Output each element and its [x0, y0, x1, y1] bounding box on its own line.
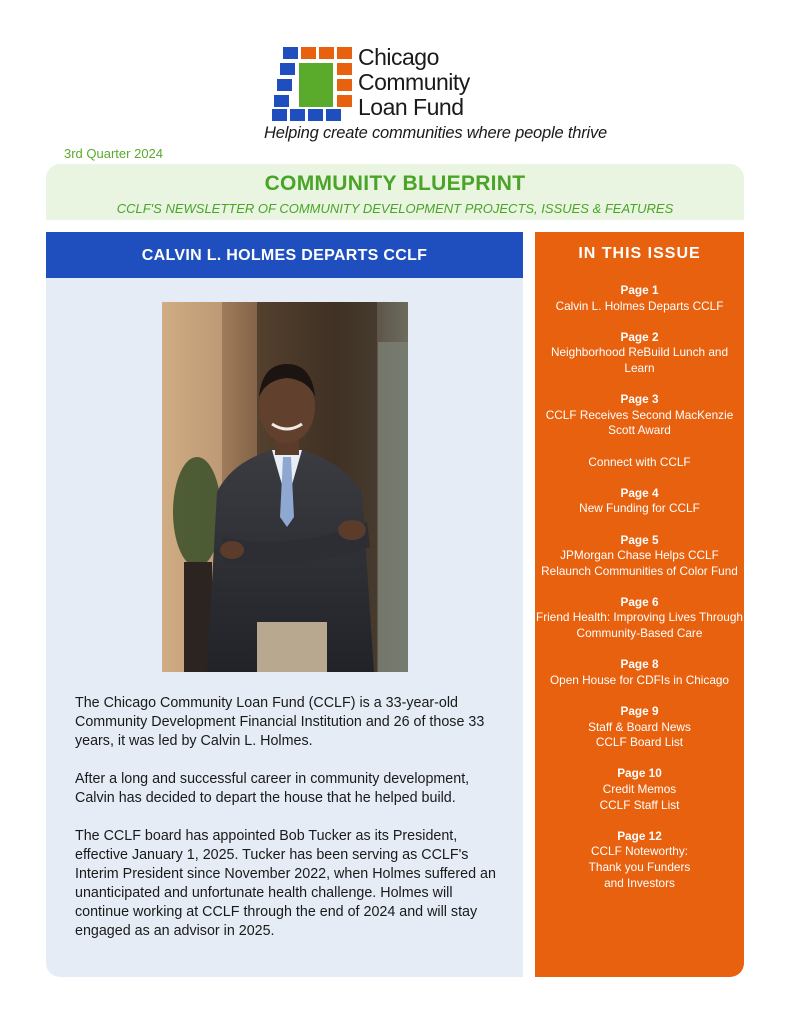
sidebar-item-title: Neighborhood ReBuild Lunch and Learn: [550, 345, 729, 375]
article-panel: [46, 232, 523, 977]
article-paragraph: The Chicago Community Loan Fund (CCLF) is a 33-year-old Community Development Financial Institution and 26 of those 33 years, it was led by Calvin L. Holmes.: [75, 695, 485, 749]
sidebar-item-title: Open House for CDFIs in Chicago: [550, 672, 729, 687]
sidebar-item-title: Staff & Board News: [588, 719, 691, 734]
sidebar-item-page: Page 12: [617, 828, 662, 843]
sidebar-item-page: Page 8: [620, 657, 659, 672]
sidebar-item-title: Friend Health: Improving Lives Through Community-Based Care: [536, 610, 743, 641]
sidebar-item-title: New Funding for CCLF: [579, 501, 700, 516]
sidebar-item-title: and Investors: [604, 875, 675, 890]
sidebar-item-page: Page 10: [617, 766, 662, 781]
newsletter-title: COMMUNITY BLUEPRINT: [264, 172, 526, 195]
sidebar-item-page: Page 4: [620, 485, 659, 500]
newsletter-banner: [46, 164, 744, 220]
sidebar-item-title: CCLF Noteworthy:: [590, 844, 689, 859]
sidebar-item[interactable]: [535, 283, 744, 314]
article-photo: [162, 302, 408, 672]
logo-grid-icon: [272, 45, 358, 121]
sidebar-item[interactable]: [535, 330, 744, 377]
logo-line-2: Community: [358, 69, 470, 95]
sidebar-title: IN THIS ISSUE: [578, 245, 701, 262]
logo-line-3: Loan Fund: [358, 94, 464, 120]
sidebar-item[interactable]: [535, 595, 744, 642]
sidebar-item-page: Page 9: [620, 704, 659, 719]
sidebar-item[interactable]: [535, 829, 744, 891]
tagline: Helping create communities where people thrive: [264, 124, 607, 142]
sidebar-item-title: Thank you Funders: [588, 859, 691, 874]
sidebar-item-title: Connect with CCLF: [588, 454, 691, 469]
article-body: [75, 694, 505, 960]
article-paragraph: After a long and successful career in community development, Calvin has decided to depart the house that he helped build.: [75, 771, 470, 806]
sidebar-item[interactable]: [535, 704, 744, 751]
newsletter-subtitle: CCLF'S NEWSLETTER OF COMMUNITY DEVELOPMENT PROJECTS, ISSUES & FEATURES: [116, 201, 674, 216]
sidebar-item[interactable]: [535, 455, 744, 471]
issue-date: 3rd Quarter 2024: [64, 146, 164, 161]
sidebar-item[interactable]: [535, 533, 744, 580]
sidebar-item[interactable]: [535, 766, 744, 813]
sidebar-item[interactable]: [535, 657, 744, 688]
article-headline: CALVIN L. HOLMES DEPARTS CCLF: [46, 232, 523, 278]
logo-wordmark: [358, 45, 538, 120]
sidebar-item-title: CCLF Staff List: [599, 797, 680, 812]
article-paragraph: The CCLF board has appointed Bob Tucker as its President, effective January 1, 2025. Tucker has been serving as CCLF's Interim President since November 2022, when Holmes suffered an unanticipated and unfortunate health challenge. Holmes will continue working at CCLF through the end of 2024 and will stay engaged as an advisor in 2025.: [75, 828, 496, 939]
sidebar-item-page: Page 2: [620, 329, 659, 344]
sidebar-item-page: Page 3: [620, 392, 659, 407]
sidebar-item-title: CCLF Receives Second MacKenzie Scott Award: [545, 407, 734, 438]
sidebar-item[interactable]: [535, 392, 744, 439]
in-this-issue-sidebar: [535, 232, 744, 977]
issue-list: [535, 283, 744, 891]
sidebar-item-page: Page 5: [620, 532, 659, 547]
sidebar-item-page: Page 6: [620, 594, 659, 609]
sidebar-item-page: Page 1: [620, 283, 659, 297]
logo-line-1: Chicago: [358, 44, 439, 70]
sidebar-item-title: Credit Memos: [602, 782, 677, 796]
sidebar-item-title: JPMorgan Chase Helps CCLF Relaunch Communities of Color Fund: [541, 548, 738, 578]
sidebar-item-title: CCLF Board List: [595, 735, 684, 750]
sidebar-item-title: Calvin L. Holmes Departs CCLF: [555, 298, 724, 313]
portrait-image: [162, 302, 408, 672]
sidebar-item[interactable]: [535, 486, 744, 517]
